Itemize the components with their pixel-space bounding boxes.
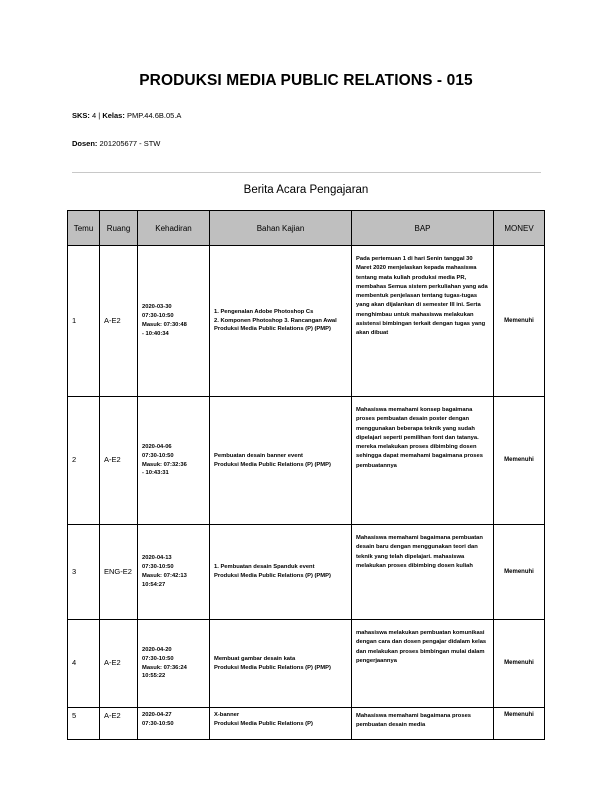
cell-kehadiran: 2020-04-13 07:30-10:50 Masuk: 07:42:13 10:54:27	[138, 525, 210, 620]
cell-bahan-kajian: Membuat gambar desain kata Produksi Media Public Relations (P) (PMP)	[210, 620, 352, 708]
sks-value: 4	[92, 111, 97, 120]
cell-monev: Memenuhi	[494, 525, 545, 620]
table-row	[68, 525, 545, 620]
cell-temu: 5	[68, 708, 100, 740]
cell-temu: 2	[68, 397, 100, 525]
cell-temu: 4	[68, 620, 100, 708]
cell-bap: Mahasiswa memahami bagaimana proses pembuatan desain media	[352, 708, 494, 740]
cell-kehadiran: 2020-04-20 07:30-10:50 Masuk: 07:36:24 10:55:22	[138, 620, 210, 708]
cell-ruang: A-E2	[100, 708, 138, 740]
cell-monev: Memenuhi	[494, 708, 545, 740]
cell-ruang: A-E2	[100, 246, 138, 397]
cell-temu: 3	[68, 525, 100, 620]
cell-temu: 1	[68, 246, 100, 397]
cell-ruang: ENG-E2	[100, 525, 138, 620]
cell-bahan-kajian: X-banner Produksi Media Public Relations (P)	[210, 708, 352, 740]
header-bahan-kajian: Bahan Kajian	[210, 211, 352, 246]
header-bap: BAP	[352, 211, 494, 246]
table-row	[68, 397, 545, 525]
cell-ruang: A-E2	[100, 620, 138, 708]
table-row	[68, 620, 545, 708]
cell-bap: Mahasiswa memahami bagaimana pembuatan desain baru dengan menggunakan teori dan teknik yang telah dipelajari. mahasiswa melakukan proses dibimbing dosen kuliah	[352, 525, 494, 620]
kelas-label: Kelas:	[102, 111, 125, 120]
table-row	[68, 708, 545, 740]
cell-kehadiran: 2020-04-27 07:30-10:50	[138, 708, 210, 740]
sks-label: SKS:	[72, 111, 90, 120]
meta-separator: |	[98, 111, 101, 120]
header-monev: MONEV	[494, 211, 545, 246]
cell-monev: Memenuhi	[494, 620, 545, 708]
header-temu: Temu	[68, 211, 100, 246]
cell-kehadiran: 2020-04-06 07:30-10:50 Masuk: 07:32:36 - 10:43:31	[138, 397, 210, 525]
divider	[72, 172, 541, 173]
cell-monev: Memenuhi	[494, 246, 545, 397]
cell-kehadiran: 2020-03-30 07:30-10:50 Masuk: 07:30:48 - 10:40:34	[138, 246, 210, 397]
kelas-value: PMP.44.6B.05.A	[126, 111, 182, 120]
cell-bahan-kajian: 1. Pembuatan desain Spanduk event Produksi Media Public Relations (P) (PMP)	[210, 525, 352, 620]
lecturer-meta	[72, 139, 160, 148]
teaching-record-table	[67, 210, 545, 740]
cell-bap: mahasiswa melakukan pembuatan komunikasi dengan cara dan dosen pengajar didalam kelas dan melakukan proses bimbingan mulai dalam pengerjaannya	[352, 620, 494, 708]
cell-bahan-kajian: 1. Pengenalan Adobe Photoshop Cs 2. Komponen Photoshop 3. Rancangan Awal Produksi Media Public Relations (P) (PMP)	[210, 246, 352, 397]
cell-ruang: A-E2	[100, 397, 138, 525]
header-ruang: Ruang	[100, 211, 138, 246]
dosen-value: 201205677 - STW	[99, 139, 161, 148]
table-row	[68, 246, 545, 397]
cell-bap: Pada pertemuan 1 di hari Senin tanggal 30 Maret 2020 menjelaskan kepada mahasiswa tentang mata kuliah produksi media PR, membahas Semua sistem perkuliahan yang ada membentuk penjelasan tentang tugas-tugas yang akan dijalankan di semester III ini. Serta menghimbau untuk mahasiswa melakukan asistensi bimbingan terkait dengan tugas yang akan dibuat	[352, 246, 494, 397]
header-kehadiran: Kehadiran	[138, 211, 210, 246]
cell-bap: Mahasiswa memahami konsep bagaimana proses pembuatan desain poster dengan menggunakan beberapa teknik yang sudah dipelajari seperti pemilihan font dan tatanya. mereka melakukan proses dibimbing dosen sehingga dapat memahami bagaimana proses pembuatannya	[352, 397, 494, 525]
cell-monev: Memenuhi	[494, 397, 545, 525]
course-meta	[72, 111, 181, 120]
dosen-label: Dosen:	[72, 139, 98, 148]
table-header-row	[68, 211, 545, 246]
document-title: PRODUKSI MEDIA PUBLIC RELATIONS - 015	[139, 72, 473, 89]
section-title: Berita Acara Pengajaran	[243, 184, 369, 196]
cell-bahan-kajian: Pembuatan desain banner event Produksi Media Public Relations (P) (PMP)	[210, 397, 352, 525]
